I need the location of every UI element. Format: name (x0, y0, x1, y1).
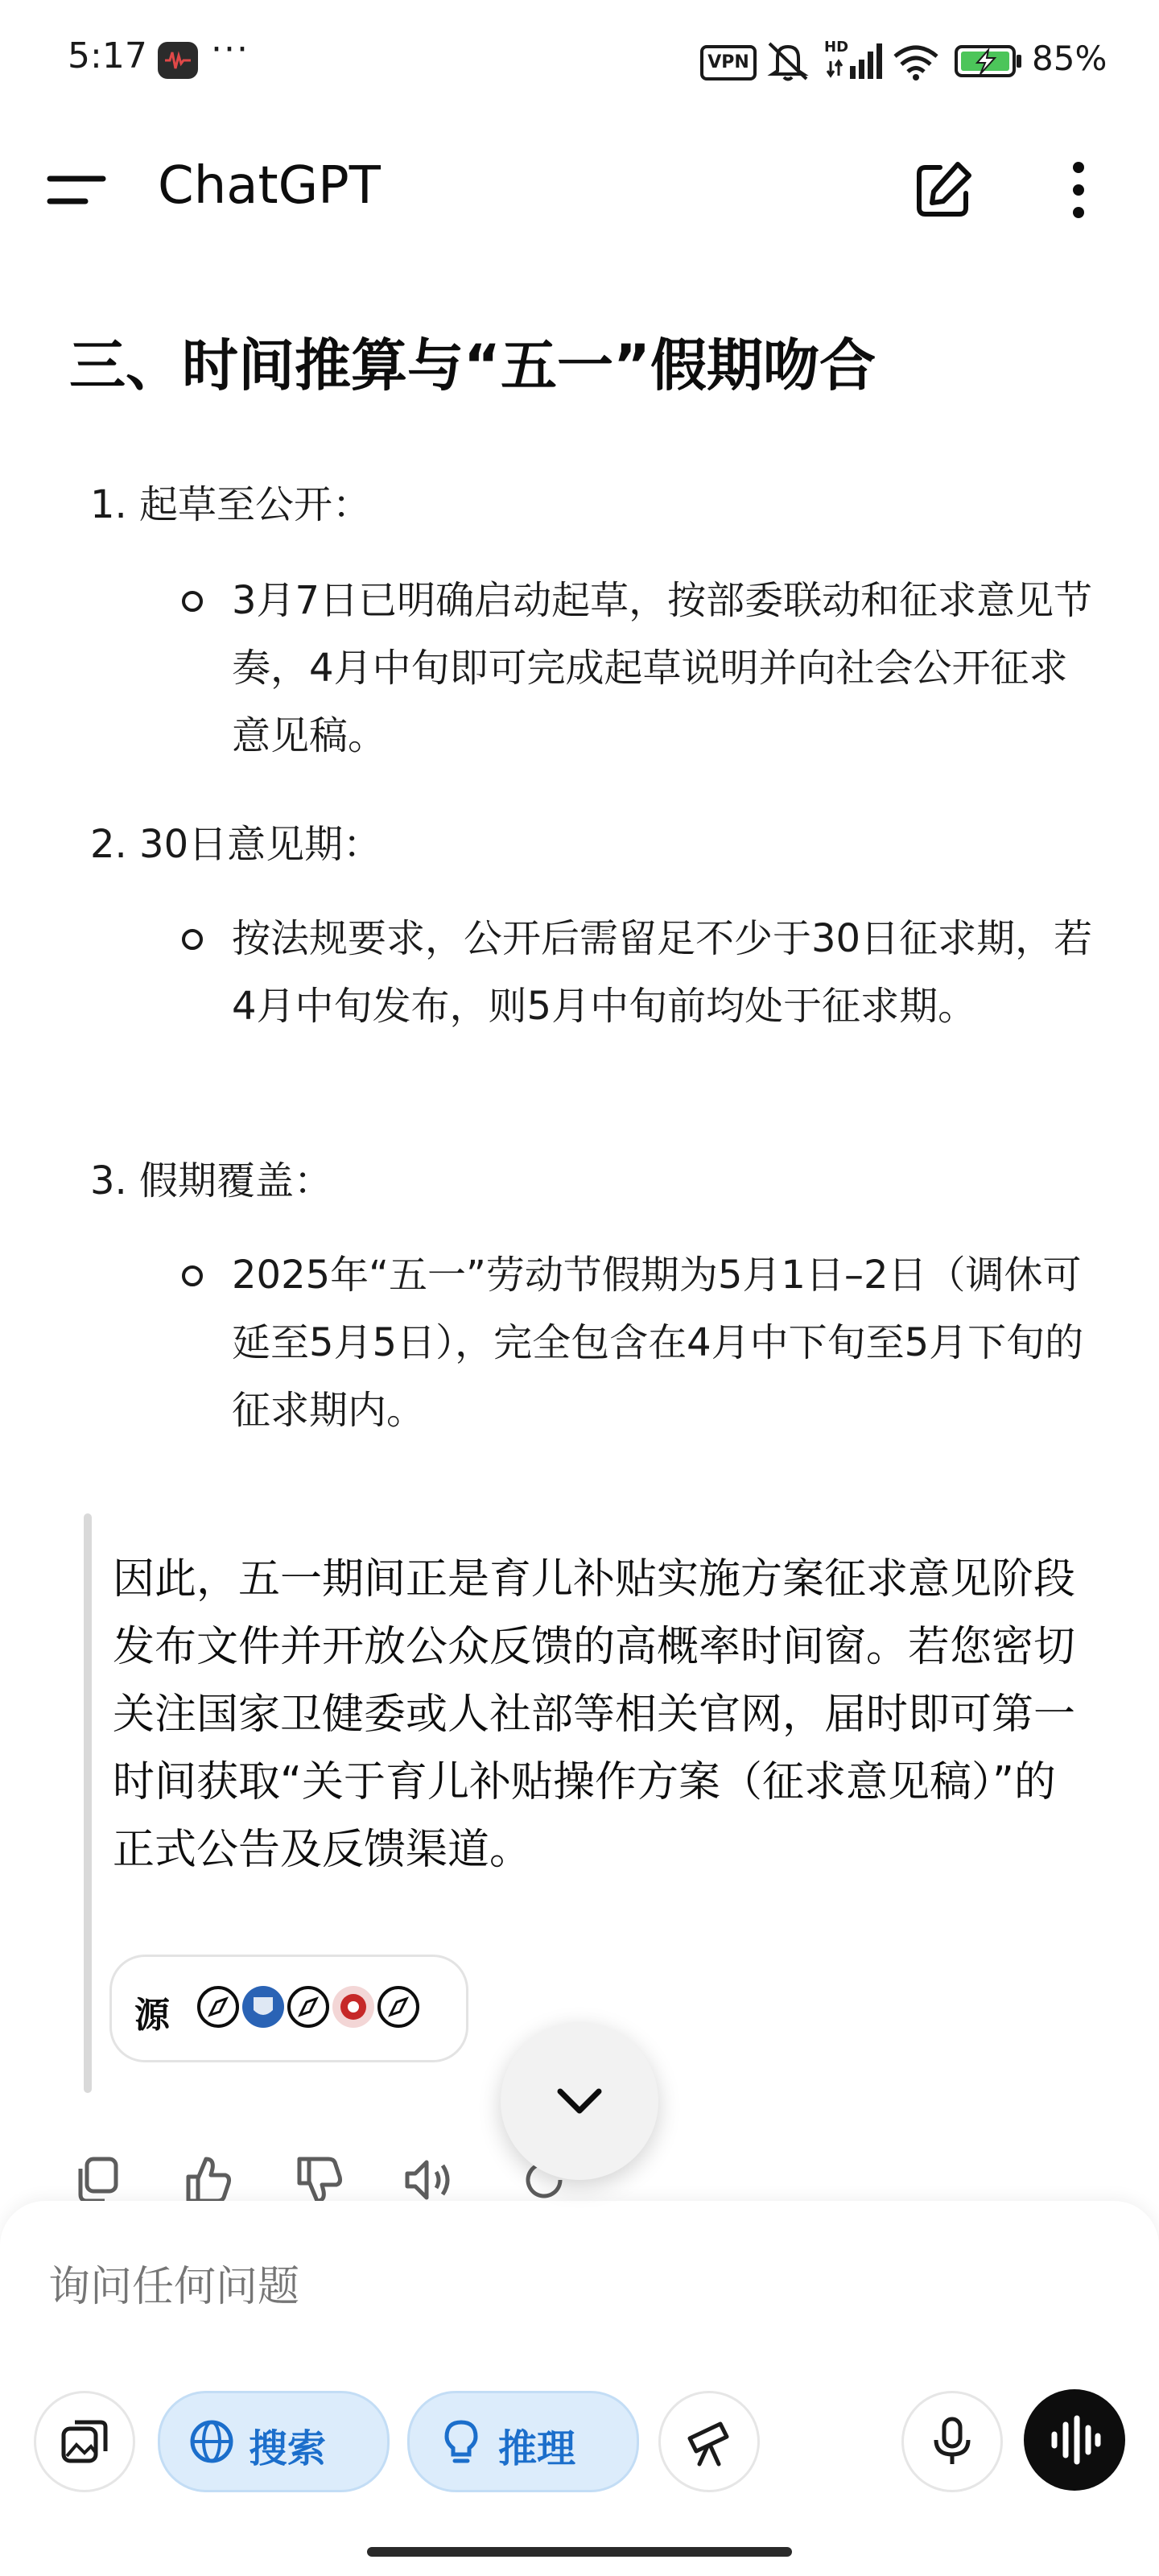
telescope-icon (683, 2416, 735, 2467)
recorder-app-icon (158, 42, 198, 79)
dictate-button[interactable] (901, 2391, 1003, 2492)
blockquote-bar (84, 1513, 92, 2093)
lightbulb-icon (437, 2417, 485, 2466)
battery-charging-icon (955, 43, 1027, 79)
list-item-label: 3. 假期覆盖： (90, 1158, 333, 1203)
status-time: 5:17 (68, 35, 147, 76)
list-item-detail: 3月7日已明确启动起草，按部委联动和征求意见节奏，4月中旬即可完成起草说明并向社会公开征求意见稿。 (232, 578, 1093, 758)
reason-toggle-button[interactable] (407, 2391, 639, 2492)
deep-research-button[interactable] (658, 2391, 760, 2492)
home-indicator[interactable] (367, 2547, 792, 2557)
more-options-button[interactable] (1046, 158, 1111, 222)
gallery-icon (59, 2416, 110, 2467)
globe-icon (188, 2417, 236, 2466)
sources-label: 源 (134, 1995, 170, 2036)
bullet-icon (182, 929, 203, 950)
bullet-icon (182, 1265, 203, 1286)
sidebar-menu-button[interactable] (45, 166, 118, 214)
more-vertical-icon (1046, 158, 1111, 222)
wifi-icon (892, 42, 940, 80)
list-item-label: 2. 30日意见期： (90, 822, 382, 867)
message-input[interactable] (47, 2254, 855, 2320)
battery-percentage: 85% (1032, 39, 1107, 78)
bullet-icon (182, 591, 203, 612)
app-title: ChatGPT (158, 156, 381, 216)
voice-waveform-icon (1048, 2413, 1101, 2467)
microphone-icon (926, 2416, 978, 2467)
edit-icon (911, 158, 975, 222)
scroll-to-bottom-button[interactable] (501, 2022, 658, 2180)
list-item-detail: 2025年“五一”劳动节假期为5月1日–2日（调休可延至5月5日），完全包含在4月中下旬至5月下旬的征求期内。 (232, 1253, 1084, 1433)
chevron-down-icon (555, 2080, 604, 2122)
menu-icon (45, 166, 118, 214)
more-notifications-icon: ··· (211, 29, 250, 70)
search-toggle-button[interactable] (158, 2391, 390, 2492)
search-label: 搜索 (249, 2426, 327, 2471)
source-favicons-icon (192, 1981, 434, 2033)
sources-button[interactable] (109, 1955, 468, 2062)
list-item-detail: 按法规要求，公开后需留足不少于30日征求期，若4月中旬发布，则5月中旬前均处于征求期。 (232, 916, 1093, 1029)
mute-icon (763, 39, 813, 82)
cellular-signal-icon (826, 42, 884, 80)
blockquote-text: 因此，五一期间正是育儿补贴实施方案征求意见阶段发布文件并开放公众反馈的高概率时间窗。若您密切关注国家卫健委或人社部等相关官网，届时即可第一时间获取“关于育儿补贴操作方案（征求意见稿）”的正式公告及反馈渠道。 (113, 1555, 1076, 1874)
hd-label: HD (824, 39, 849, 56)
section-heading: 三、时间推算与“五一”假期吻合 (69, 332, 876, 398)
vpn-badge: VPN (700, 45, 757, 80)
voice-mode-button[interactable] (1024, 2389, 1125, 2491)
list-item-label: 1. 起草至公开： (90, 482, 372, 527)
new-chat-button[interactable] (911, 158, 975, 222)
reason-label: 推理 (498, 2426, 576, 2471)
attach-media-button[interactable] (34, 2391, 135, 2492)
